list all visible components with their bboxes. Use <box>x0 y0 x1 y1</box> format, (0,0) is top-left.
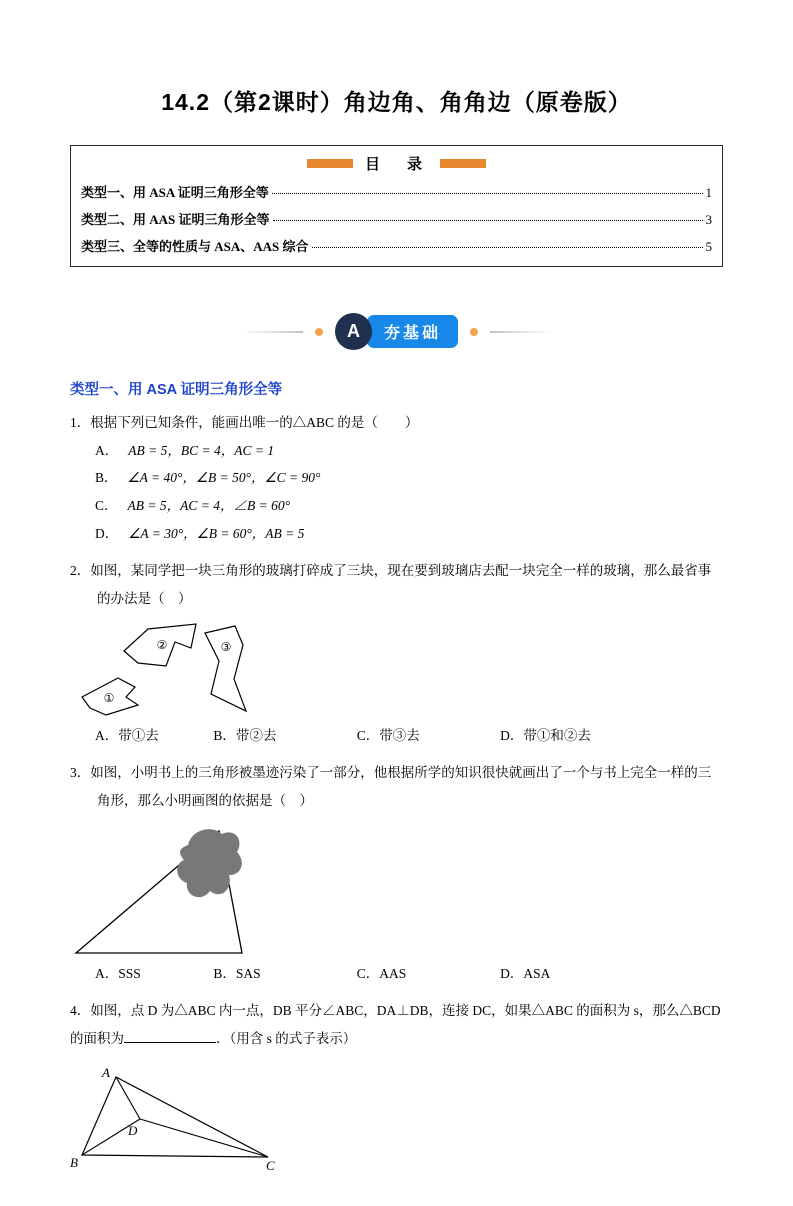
option-key: D． <box>95 525 119 541</box>
toc-header-bar-left-icon <box>307 159 353 168</box>
toc-item <box>81 236 712 255</box>
question-1-option-a <box>95 437 723 465</box>
question-2-option-b: B．带②去 <box>213 727 277 743</box>
question-1-option-c <box>95 492 723 520</box>
option-key: C． <box>95 498 118 514</box>
option-key: A． <box>95 442 119 458</box>
section-level-badge <box>70 313 723 350</box>
toc-item-label: 类型二、用 AAS 证明三角形全等 <box>81 212 270 227</box>
ink-blot <box>177 829 242 897</box>
document-page <box>0 84 793 1173</box>
toc-item <box>81 182 712 201</box>
level-label-badge: 夯基础 <box>367 315 458 348</box>
toc-dot-leader <box>312 247 703 248</box>
question-2-stem: 2．如图，某同学把一块三角形的玻璃打碎成了三块，现在要到玻璃店去配一块完全一样的玻璃，那么最省事的办法是（ ） <box>70 563 712 607</box>
decor-dot-left-icon <box>315 328 323 336</box>
glass-piece-1-label: ① <box>103 690 115 705</box>
option-key: B． <box>95 470 118 486</box>
toc-header-bar-right-icon <box>440 159 486 168</box>
question-3-option-b: B．SAS <box>213 965 261 981</box>
toc-page-number: 5 <box>705 239 712 254</box>
question-3 <box>70 759 723 987</box>
option-text: ∠A = 40°，∠B = 50°，∠C = 90° <box>127 470 321 486</box>
vertex-label-b: B <box>70 1154 78 1170</box>
question-3-option-c: C．AAS <box>356 965 407 981</box>
question-1-option-d <box>95 520 723 548</box>
option-text: ∠A = 30°，∠B = 60°，AB = 5 <box>128 525 305 541</box>
toc-page-number: 3 <box>705 212 712 227</box>
toc-box <box>70 145 723 267</box>
question-2-options <box>95 722 723 750</box>
question-3-option-a: A．SSS <box>95 965 141 981</box>
toc-dot-leader <box>272 193 703 194</box>
question-1-stem: 1．根据下列已知条件，能画出唯一的△ABC 的是（ ） <box>70 415 419 430</box>
toc-page-number: 1 <box>705 185 712 200</box>
toc-item-label: 类型三、全等的性质与 ASA、AAS 综合 <box>81 239 309 254</box>
option-text: AB = 5，AC = 4，∠B = 60° <box>127 498 290 514</box>
ink-triangle-figure <box>72 821 252 959</box>
question-4 <box>70 997 723 1172</box>
page-title: 14.2（第2课时）角边角、角角边（原卷版） <box>161 89 632 115</box>
vertex-label-d: D <box>128 1122 138 1138</box>
question-2-option-a: A．带①去 <box>95 727 159 743</box>
triangle-abcd-figure <box>70 1065 285 1173</box>
glass-piece-2-label: ② <box>156 637 168 652</box>
level-letter-badge: A <box>335 313 372 350</box>
toc-header <box>81 153 712 174</box>
question-4-stem-suffix: ．（用含 s 的式子表示） <box>216 1031 357 1047</box>
vertex-label-a: A <box>102 1064 110 1080</box>
question-2-option-c: C．带③去 <box>356 727 420 743</box>
toc-item-label: 类型一、用 ASA 证明三角形全等 <box>81 185 269 200</box>
vertex-label-c: C <box>266 1157 275 1173</box>
toc-dot-leader <box>273 220 703 221</box>
toc-header-title: 目 录 <box>364 157 428 173</box>
section-heading: 类型一、用 ASA 证明三角形全等 <box>70 382 283 398</box>
question-3-options <box>95 960 723 988</box>
glass-piece-3 <box>205 626 246 711</box>
question-1-option-b <box>95 464 723 492</box>
option-text: AB = 5，BC = 4，AC = 1 <box>128 442 275 458</box>
worksheet-page <box>0 84 793 1206</box>
broken-glass-figure <box>78 621 263 721</box>
question-4-stem-text: 4．如图，点 D 为△ABC 内一点，DB 平分∠ABC，DA⊥DB，连接 DC，如果△ABC 的面积为 s，那么△BCD 的面积为 <box>70 1003 721 1047</box>
question-2 <box>70 557 723 749</box>
question-2-option-d: D．带①和②去 <box>500 727 591 743</box>
decor-line-left <box>241 331 303 333</box>
decor-line-right <box>490 331 552 333</box>
question-3-stem: 3．如图，小明书上的三角形被墨迹污染了一部分，他根据所学的知识很快就画出了一个与书上完全一样的三角形，那么小明画图的依据是（ ） <box>70 765 712 809</box>
question-3-option-d: D．ASA <box>500 965 551 981</box>
question-1 <box>70 409 723 547</box>
decor-dot-right-icon <box>470 328 478 336</box>
question-4-stem <box>70 997 723 1052</box>
segment-dc <box>140 1119 268 1157</box>
answer-blank <box>124 1028 216 1043</box>
triangle-abc <box>82 1077 268 1157</box>
toc-item <box>81 209 712 228</box>
glass-piece-3-label: ③ <box>220 639 232 654</box>
